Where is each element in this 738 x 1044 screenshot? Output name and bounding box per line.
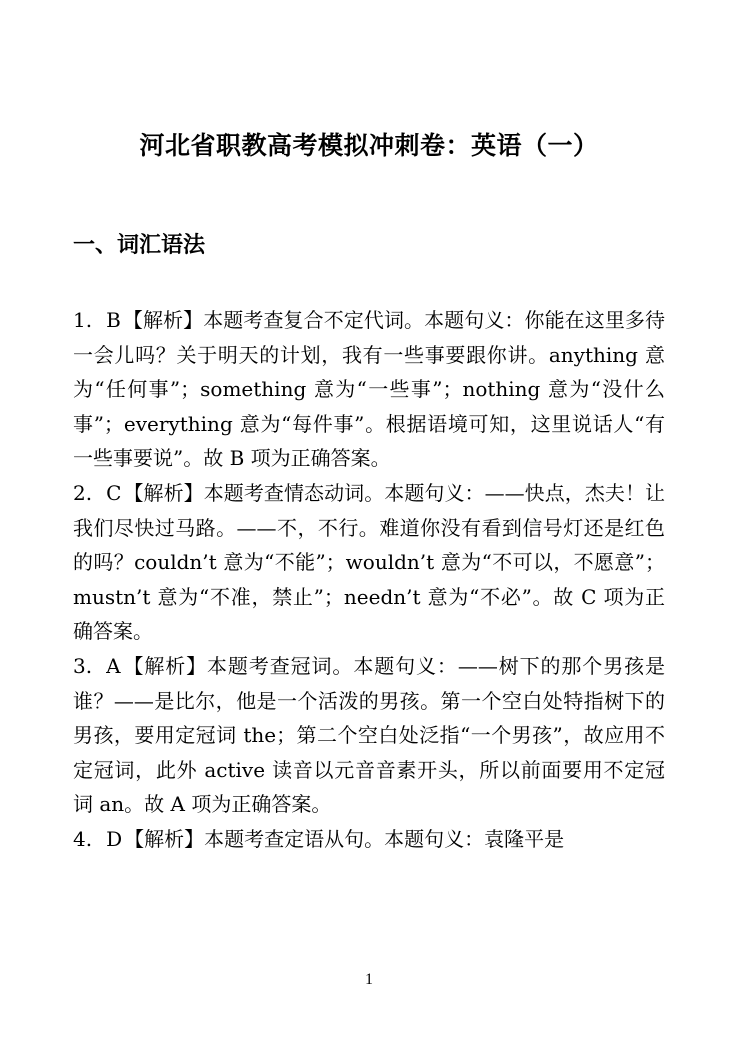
section-heading: 一、词汇语法 xyxy=(73,233,206,258)
item-number: 3. xyxy=(73,653,93,678)
item-number: 1. xyxy=(73,308,93,332)
page-number: 1 xyxy=(365,971,373,988)
item-explanation: 【解析】本题考查冠词。本题句义：——树下的那个男孩是谁？——是比尔，他是一个活泼的男孩。第一个空白处特指树下的男孩，要用定冠词 the；第二个空白处泛指“一个男孩”，故应用不定冠词，此外 active 读音以元音音素开头，所以前面要用不定冠词 an。故 A 项为正确答案。 xyxy=(73,653,665,817)
item-number: 2. xyxy=(73,480,93,505)
item-answer: C xyxy=(106,480,122,505)
answer-item-4 xyxy=(73,822,665,857)
item-answer: D xyxy=(106,826,123,851)
document-title: 河北省职教高考模拟冲刺卷：英语（一） xyxy=(139,131,599,160)
item-answer: A xyxy=(106,653,121,678)
item-number: 4. xyxy=(73,826,93,851)
answer-item-3 xyxy=(73,649,665,822)
item-explanation: 【解析】本题考查定语从句。本题句义：袁隆平是 xyxy=(124,826,565,851)
item-explanation: 【解析】本题考查情态动词。本题句义：——快点，杰夫！让我们尽快过马路。——不，不行。难道你没有看到信号灯还是红色的吗？couldn’t 意为“不能”；wouldn’t 意为“不可以，不愿意”；mustn’t 意为“不准，禁止”；needn’t 意为“不必”。故 C 项为正确答案。 xyxy=(73,480,665,644)
answer-explanations xyxy=(73,303,665,857)
item-explanation: 【解析】本题考查复合不定代词。本题句义：你能在这里多待一会儿吗？关于明天的计划，我有一些事要跟你讲。anything 意为“任何事”；something 意为“一些事”；nothing 意为“没什么事”；everything 意为“每件事”。根据语境可知，这里说话人“有一些事要说”。故 B 项为正确答案。 xyxy=(73,308,665,471)
answer-item-1 xyxy=(73,303,665,476)
item-answer: B xyxy=(106,308,121,332)
answer-item-2 xyxy=(73,476,665,649)
